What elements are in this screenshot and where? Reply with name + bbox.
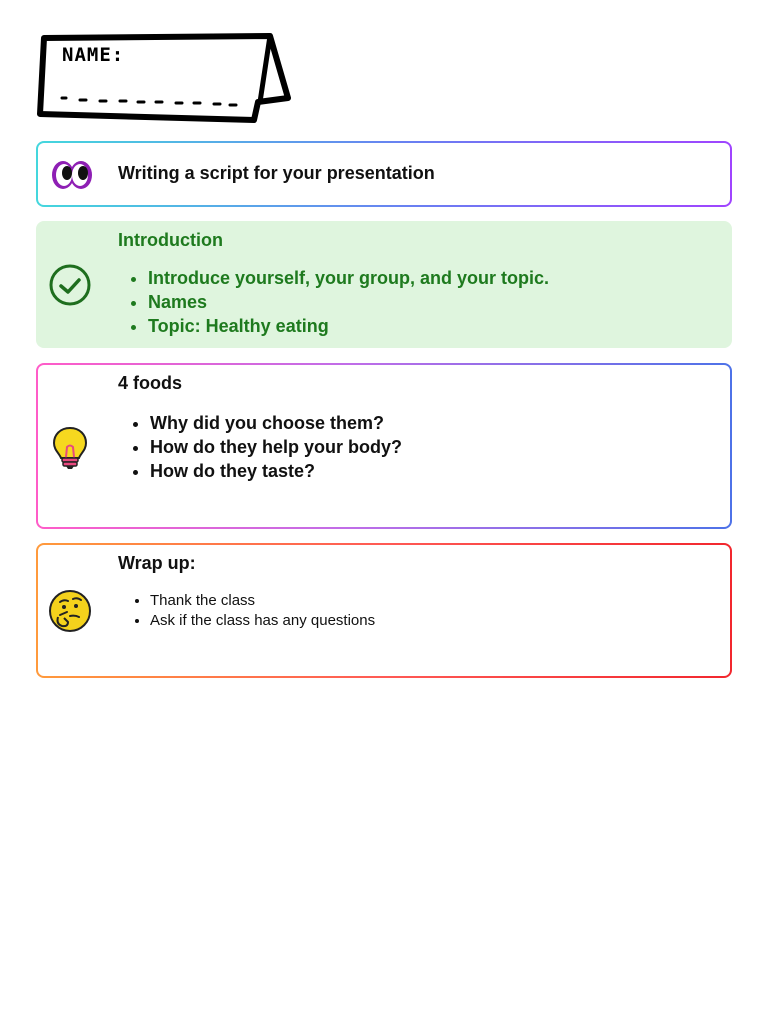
check-circle-icon xyxy=(48,261,96,309)
list-item: • Topic: Healthy eating xyxy=(148,314,549,338)
list-item: • Ask if the class has any questions xyxy=(150,611,375,631)
wrap-up-list xyxy=(130,591,375,631)
light-bulb-icon xyxy=(46,423,94,471)
title-card xyxy=(36,141,732,207)
list-item: • How do they help your body? xyxy=(150,435,402,459)
foods-card xyxy=(36,363,732,529)
list-item: • Thank the class xyxy=(150,591,375,611)
foods-heading: 4 foods xyxy=(118,373,183,393)
thinking-face-icon xyxy=(48,586,96,634)
list-item: • Introduce yourself, your group, and your topic. xyxy=(148,266,549,290)
foods-list xyxy=(130,411,402,483)
list-item: • How do they taste? xyxy=(150,459,402,483)
worksheet-title: Writing a script for your presentation xyxy=(118,163,435,183)
wrap-up-heading: Wrap up: xyxy=(118,553,196,573)
wrap-up-card xyxy=(36,543,732,678)
list-item: • Why did you choose them? xyxy=(150,411,402,435)
introduction-heading: Introduction xyxy=(118,230,223,250)
introduction-card xyxy=(36,221,732,348)
introduction-list xyxy=(128,266,549,338)
name-label: NAME: xyxy=(62,44,125,66)
googly-eyes-icon xyxy=(48,151,96,199)
list-item: • Names xyxy=(148,290,549,314)
